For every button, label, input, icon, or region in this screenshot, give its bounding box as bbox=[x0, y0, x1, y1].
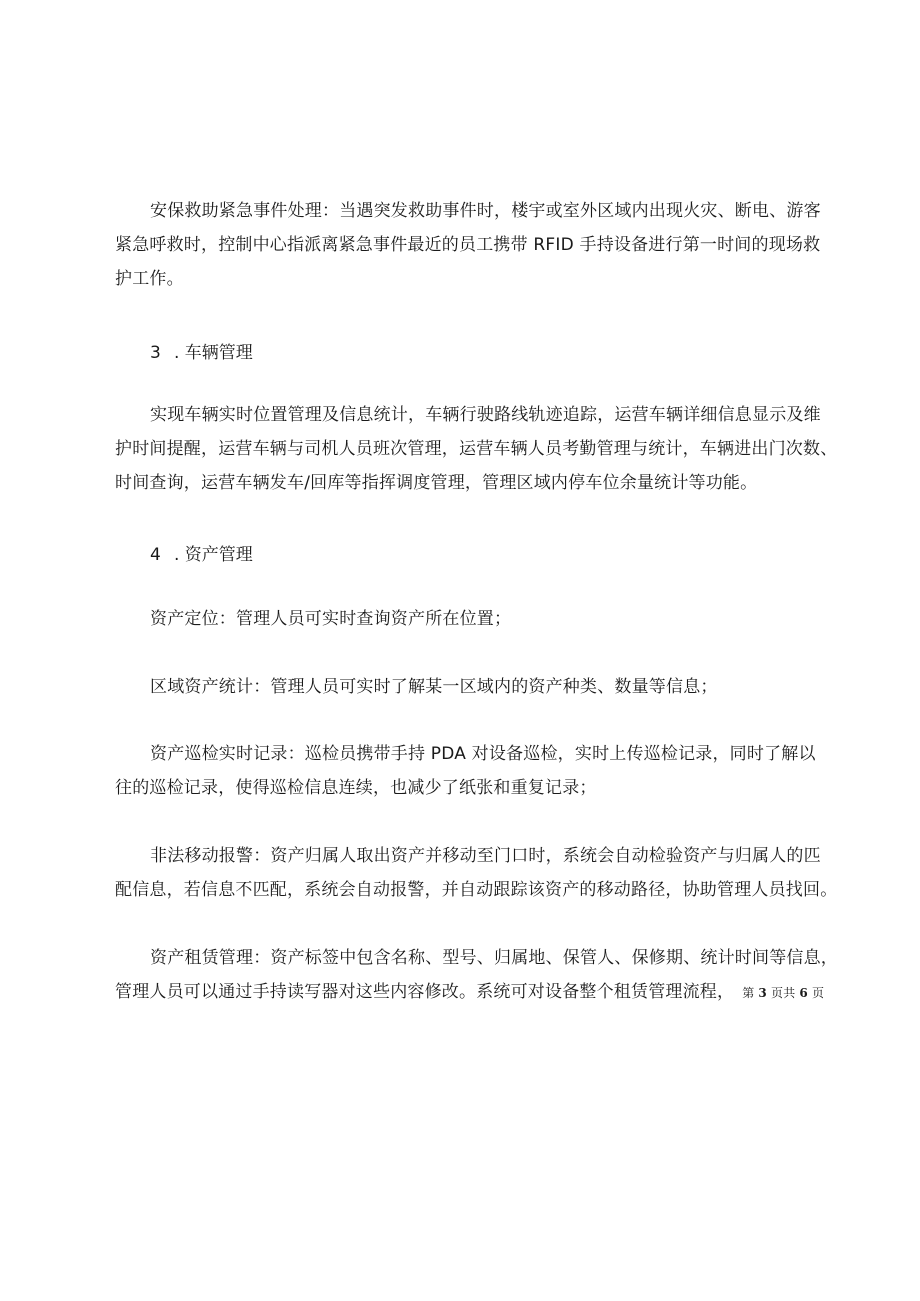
footer-suffix: 页 bbox=[812, 986, 825, 1000]
paragraph-asset-inspection bbox=[115, 737, 816, 805]
section-number: 3 bbox=[150, 343, 161, 363]
current-page-number: 3 bbox=[758, 986, 767, 1000]
paragraph-line: 实现车辆实时位置管理及信息统计，车辆行驶路线轨迹追踪，运营车辆详细信息显示及维 bbox=[150, 405, 821, 425]
paragraph-line: 资产租赁管理：资产标签中包含名称、型号、归属地、保管人、保修期、统计时间等信息， bbox=[150, 948, 838, 968]
paragraph-line: 往的巡检记录，使得巡检信息连续，也减少了纸张和重复记录； bbox=[115, 778, 597, 798]
paragraph-line: 区域资产统计：管理人员可实时了解某一区域内的资产种类、数量等信息； bbox=[150, 677, 718, 697]
paragraph-asset-location bbox=[115, 602, 807, 636]
section-title: . 车辆管理 bbox=[174, 343, 253, 363]
paragraph-vehicle-management bbox=[115, 398, 838, 500]
paragraph-illegal-move-alarm bbox=[115, 839, 838, 907]
paragraph-line: 配信息，若信息不匹配，系统会自动报警，并自动跟踪该资产的移动路径，协助管理人员找回。 bbox=[115, 880, 838, 900]
paragraph-line: 护工作。 bbox=[115, 269, 184, 289]
paragraph-line: 非法移动报警：资产归属人取出资产并移动至门口时，系统会自动检验资产与归属人的匹 bbox=[150, 846, 821, 866]
total-page-number: 6 bbox=[799, 986, 808, 1000]
paragraph-emergency-handling bbox=[115, 194, 821, 296]
section-number: 4 bbox=[150, 545, 161, 565]
paragraph-line: 资产定位：管理人员可实时查询资产所在位置； bbox=[150, 609, 512, 629]
footer-prefix: 第 bbox=[742, 986, 755, 1000]
paragraph-text: 管理人员可以通过手持读写器对这些内容修改。系统可对设备整个租赁管理流程， bbox=[115, 982, 735, 1002]
paragraph-line: 紧急呼救时，控制中心指派离紧急事件最近的员工携带 RFID 手持设备进行第一时间的现场救 bbox=[115, 235, 821, 255]
section-heading-asset bbox=[150, 538, 253, 572]
paragraph-line: 安保救助紧急事件处理：当遇突发救助事件时，楼宇或室外区域内出现火灾、断电、游客 bbox=[150, 201, 821, 221]
paragraph-line: 资产巡检实时记录：巡检员携带手持 PDA 对设备巡检，实时上传巡检记录，同时了解以 bbox=[150, 744, 816, 764]
paragraph-line: 护时间提醒，运营车辆与司机人员班次管理，运营车辆人员考勤管理与统计，车辆进出门次数、 bbox=[115, 439, 838, 459]
paragraph-asset-leasing bbox=[115, 941, 838, 1010]
footer-middle: 页共 bbox=[771, 986, 796, 1000]
paragraph-area-asset-statistics bbox=[115, 670, 807, 704]
paragraph-line-with-footer bbox=[115, 975, 825, 1010]
page-number-footer bbox=[742, 986, 824, 1000]
section-title: . 资产管理 bbox=[174, 545, 253, 565]
section-heading-vehicle bbox=[150, 336, 253, 370]
paragraph-line: 时间查询，运营车辆发车/回库等指挥调度管理，管理区域内停车位余量统计等功能。 bbox=[115, 473, 758, 493]
